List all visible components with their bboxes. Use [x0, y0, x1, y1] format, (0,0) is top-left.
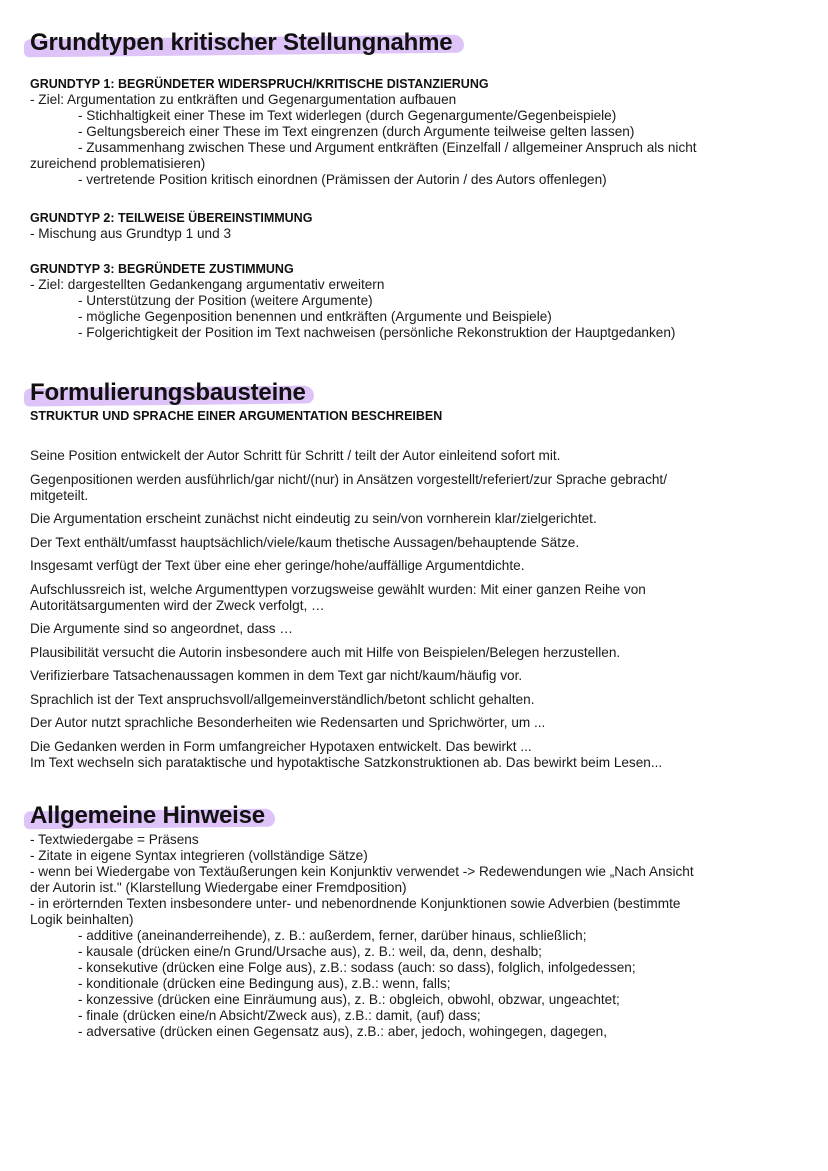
section-title: Grundtypen kritischer Stellungnahme — [30, 29, 453, 56]
phrase-list — [30, 448, 800, 778]
phrase: Die Gedanken werden in Form umfangreicher Hypotaxen entwickelt. Das bewirkt ... Im Text wechseln sich parataktische und hypotaktische Satzkonstruktionen ab. Das bewirkt beim Lesen... — [30, 738, 663, 770]
hint-line: der Autorin ist." (Klarstellung Wiedergabe einer Fremdposition) — [30, 880, 407, 895]
grundtyp-1 — [30, 76, 800, 188]
list-item: - konditionale (drücken eine Bedingung aus), z.B.: wenn, falls; — [78, 976, 451, 991]
list-item: - vertretende Position kritisch einordnen (Prämissen der Autorin / des Autors offenlegen) — [78, 172, 607, 187]
hint-line: Logik beinhalten) — [30, 912, 134, 927]
hinweise-list — [30, 832, 800, 1040]
list-item: - adversative (drücken einen Gegensatz aus), z.B.: aber, jedoch, wohingegen, dagegen, — [78, 1024, 607, 1039]
phrase: Insgesamt verfügt der Text über eine eher geringe/hohe/auffällige Argumentdichte. — [30, 558, 525, 573]
heading-highlight — [30, 28, 452, 58]
list-item: - Geltungsbereich einer These im Text eingrenzen (durch Argumente teilweise gelten lassen) — [78, 124, 635, 139]
hint-line: - in erörternden Texten insbesondere unter- und nebenordnende Konjunktionen sowie Adverbien (bestimmte — [30, 896, 681, 911]
phrase: Die Argumentation erscheint zunächst nicht eindeutig zu sein/von vornherein klar/zielgerichtet. — [30, 511, 597, 526]
list-item-continuation: zureichend problematisieren) — [30, 156, 206, 171]
phrase: Sprachlich ist der Text anspruchsvoll/allgemeinverständlich/betont schlicht gehalten. — [30, 691, 535, 707]
section-formulierungsbausteine — [30, 378, 306, 408]
list-item: - konzessive (drücken eine Einräumung aus), z. B.: obgleich, obwohl, obzwar, ungeachtet; — [78, 992, 620, 1007]
heading-highlight — [30, 378, 306, 408]
phrase: Verifizierbare Tatsachenaussagen kommen in dem Text gar nicht/kaum/häufig vor. — [30, 668, 523, 683]
phrase: Die Argumente sind so angeordnet, dass … — [30, 621, 293, 636]
section-grundtypen — [30, 28, 452, 58]
hint-line: - wenn bei Wiedergabe von Textäußerungen kein Konjunktiv verwendet -> Redewendungen wie „Nach Ansicht — [30, 864, 694, 879]
grundtyp-heading: GRUNDTYP 3: BEGRÜNDETE ZUSTIMMUNG — [30, 262, 294, 276]
list-item: - additive (aneinanderreihende), z. B.: außerdem, ferner, darüber hinaus, schließlich; — [78, 928, 587, 943]
hint-line: - Textwiedergabe = Präsens — [30, 832, 199, 847]
grundtyp-3 — [30, 261, 800, 341]
list-item: - Folgerichtigkeit der Position im Text nachweisen (persönliche Rekonstruktion der Hauptgedanken) — [78, 325, 676, 340]
goal-line: - Mischung aus Grundtyp 1 und 3 — [30, 226, 231, 241]
phrase: Seine Position entwickelt der Autor Schritt für Schritt / teilt der Autor einleitend sofort mit. — [30, 448, 561, 463]
section-title: Formulierungsbausteine — [30, 379, 306, 406]
phrase: Der Autor nutzt sprachliche Besonderheiten wie Redensarten und Sprichwörter, um ... — [30, 715, 546, 730]
list-item: - konsekutive (drücken eine Folge aus), z.B.: sodass (auch: so dass), folglich, infolgedessen; — [78, 960, 636, 975]
grundtyp-heading: GRUNDTYP 1: BEGRÜNDETER WIDERSPRUCH/KRITISCHE DISTANZIERUNG — [30, 77, 489, 91]
section-title: Allgemeine Hinweise — [30, 802, 265, 829]
phrase: Der Text enthält/umfasst hauptsächlich/viele/kaum thetische Aussagen/behauptende Sätze. — [30, 534, 580, 550]
list-item: - Stichhaltigkeit einer These im Text widerlegen (durch Gegenargumente/Gegenbeispiele) — [78, 108, 617, 123]
list-item: - Zusammenhang zwischen These und Argument entkräften (Einzelfall / allgemeiner Anspruch als nicht — [78, 140, 697, 155]
list-item: - finale (drücken eine/n Absicht/Zweck aus), z.B.: damit, (auf) dass; — [78, 1008, 481, 1023]
section-allgemeine-hinweise — [30, 801, 265, 831]
grundtyp-heading: GRUNDTYP 2: TEILWEISE ÜBEREINSTIMMUNG — [30, 211, 313, 225]
heading-highlight — [30, 801, 265, 831]
phrase: Plausibilität versucht die Autorin insbesondere auch mit Hilfe von Beispielen/Belegen herzustellen. — [30, 644, 621, 660]
list-item: - kausale (drücken eine/n Grund/Ursache aus), z. B.: weil, da, denn, deshalb; — [78, 944, 542, 959]
hint-line: - Zitate in eigene Syntax integrieren (vollständige Sätze) — [30, 848, 368, 863]
list-item: - mögliche Gegenposition benennen und entkräften (Argumente und Beispiele) — [78, 309, 552, 324]
goal-line: - Ziel: dargestellten Gedankengang argumentativ erweitern — [30, 277, 385, 292]
section-subtitle: STRUKTUR UND SPRACHE EINER ARGUMENTATION BESCHREIBEN — [30, 409, 443, 423]
phrase: Gegenpositionen werden ausführlich/gar nicht/(nur) in Ansätzen vorgestellt/referiert/zur Sprache gebracht/ mitgeteilt. — [30, 471, 667, 503]
phrase: Aufschlussreich ist, welche Argumenttypen vorzugsweise gewählt wurden: Mit einer ganzen Reihe von Autoritätsargumenten wird der Zweck verfolgt, … — [30, 581, 646, 613]
goal-line: - Ziel: Argumentation zu entkräften und Gegenargumentation aufbauen — [30, 92, 457, 107]
list-item: - Unterstützung der Position (weitere Argumente) — [78, 293, 373, 308]
grundtyp-2 — [30, 210, 800, 242]
